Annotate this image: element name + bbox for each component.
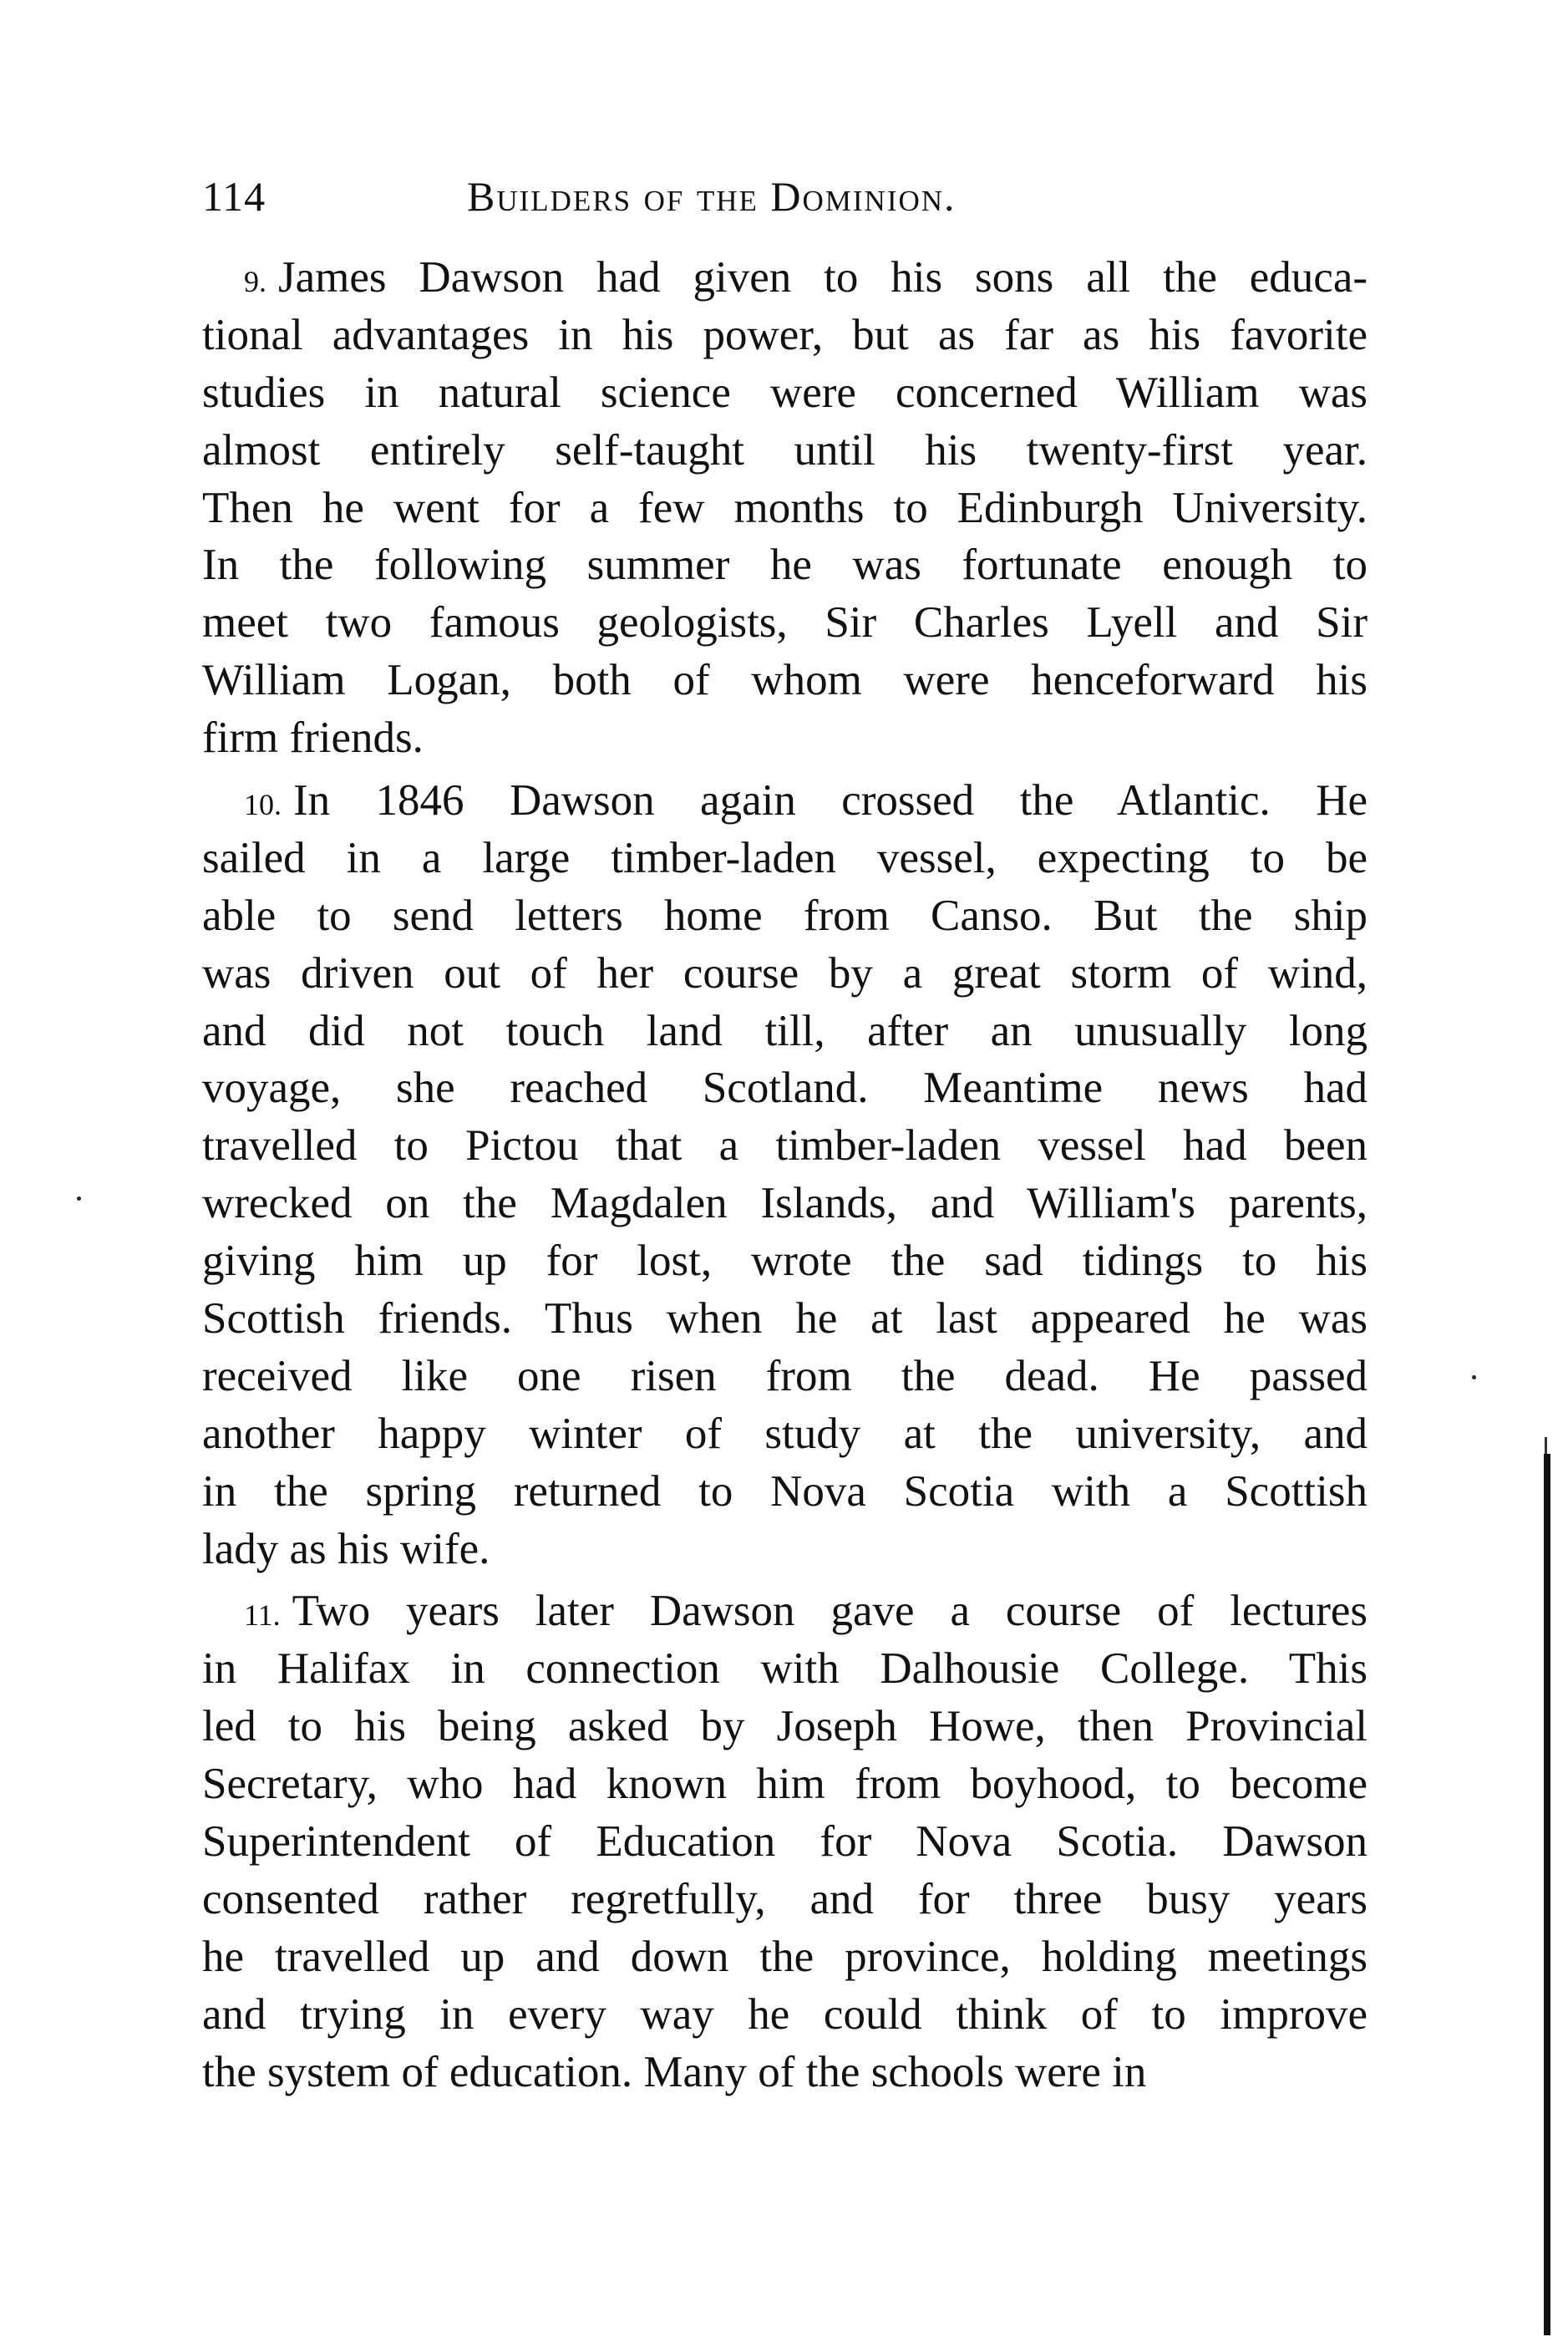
text-line [202, 1871, 1368, 1928]
line-text: In the following summer he was fortunate enough to [202, 541, 1368, 590]
paragraph [202, 772, 1368, 1577]
text-line [202, 1986, 1368, 2044]
text-line [202, 709, 1368, 767]
margin-scan-bar [1544, 1454, 1550, 2335]
line-text: tional advantages in his power, but as far as his favorite [202, 310, 1368, 359]
text-line [202, 887, 1368, 945]
line-text: in Halifax in connection with Dalhousie College. This [202, 1644, 1368, 1694]
text-line [202, 1059, 1368, 1117]
paragraph-number: 11. [244, 1598, 281, 1633]
text-line [202, 1175, 1368, 1232]
paragraph [202, 1583, 1368, 2101]
line-text: the system of education. Many of the schools were in [202, 2047, 1147, 2096]
text-line [202, 652, 1368, 709]
text-line [202, 1290, 1368, 1348]
text-line [202, 2044, 1368, 2101]
text-line [202, 249, 1368, 307]
line-text: received like one risen from the dead. He passed [202, 1351, 1368, 1400]
line-text: consented rather regretfully, and for three busy years [202, 1874, 1368, 1923]
line-text: sailed in a large timber-laden vessel, expecting to be [202, 833, 1368, 882]
line-text: Secretary, who had known him from boyhood, to become [202, 1760, 1368, 1809]
text-line [202, 594, 1368, 652]
line-text: William Logan, both of whom were henceforward his [202, 656, 1368, 705]
text-line [202, 1232, 1368, 1290]
line-text: he travelled up and down the province, holding meetings [202, 1932, 1368, 1981]
text-line [202, 1003, 1368, 1060]
line-text: studies in natural science were concerned William was [202, 368, 1368, 417]
line-text: in the spring returned to Nova Scotia with a Scottish [202, 1466, 1368, 1516]
text-line [202, 1348, 1368, 1405]
running-title: Builders of the Dominion. [467, 173, 957, 220]
line-text: wrecked on the Magdalen Islands, and William's parents, [202, 1179, 1368, 1228]
line-text: another happy winter of study at the university, and [202, 1409, 1368, 1458]
text-line [202, 830, 1368, 887]
body-text [202, 249, 1368, 2106]
text-line [202, 1813, 1368, 1871]
line-text: James Dawson had given to his sons all the educa- [278, 253, 1368, 302]
text-line [202, 1755, 1368, 1813]
text-line [202, 307, 1368, 364]
line-text: meet two famous geologists, Sir Charles Lyell and Sir [202, 598, 1368, 648]
text-line [202, 1698, 1368, 1755]
line-text: travelled to Pictou that a timber-laden vessel had been [202, 1121, 1368, 1171]
text-line [202, 536, 1368, 594]
text-line [202, 1405, 1368, 1463]
line-text: able to send letters home from Canso. But the ship [202, 891, 1368, 940]
line-text: led to his being asked by Joseph Howe, then Provincial [202, 1702, 1368, 1751]
line-text: and trying in every way he could think of to improve [202, 1989, 1368, 2039]
line-text: almost entirely self-taught until his twenty-first year. [202, 425, 1368, 475]
line-text: Superintendent of Education for Nova Scotia. Dawson [202, 1817, 1368, 1867]
text-line [202, 1521, 1368, 1578]
line-text: giving him up for lost, wrote the sad tidings to his [202, 1237, 1368, 1286]
scan-speck [1472, 1375, 1476, 1379]
text-line [202, 1928, 1368, 1986]
line-text: and did not touch land till, after an unusually long [202, 1006, 1368, 1055]
line-text: was driven out of her course by a great storm of wind, [202, 948, 1368, 998]
text-line [202, 364, 1368, 422]
scan-speck [77, 1196, 81, 1201]
text-line [202, 1583, 1368, 1640]
paragraph [202, 249, 1368, 767]
line-text: firm friends. [202, 714, 424, 763]
page-number: 114 [202, 173, 266, 220]
text-line [202, 1640, 1368, 1698]
paragraph-number: 10. [244, 788, 282, 822]
line-text: Then he went for a few months to Edinburgh University. [202, 483, 1368, 532]
text-line [202, 1463, 1368, 1521]
text-line [202, 772, 1368, 830]
paragraph-number: 9. [244, 265, 266, 298]
line-text: In 1846 Dawson again crossed the Atlantic. He [293, 776, 1368, 826]
text-line [202, 480, 1368, 537]
text-line [202, 1117, 1368, 1175]
text-line [202, 945, 1368, 1003]
page-header [202, 167, 1372, 226]
text-line [202, 422, 1368, 480]
line-text: lady as his wife. [202, 1524, 490, 1573]
line-text: Two years later Dawson gave a course of lectures [292, 1587, 1368, 1636]
line-text: voyage, she reached Scotland. Meantime news had [202, 1064, 1368, 1113]
line-text: Scottish friends. Thus when he at last appeared he was [202, 1294, 1368, 1344]
